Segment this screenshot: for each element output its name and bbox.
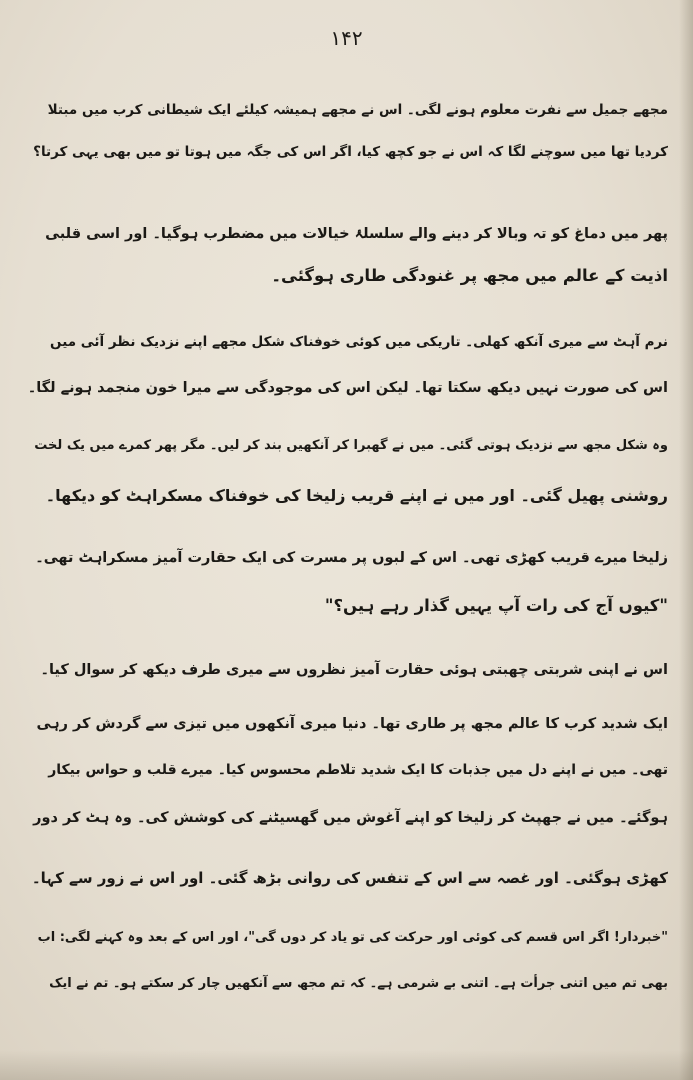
text-line-11: اس نے اپنی شربتی چھبتی ہوئی حقارت آمیز نظروں سے میری طرف دیکھ کر سوال کیا۔ xyxy=(40,662,668,678)
page-edge-shadow xyxy=(679,0,693,1080)
text-line-8: روشنی پھیل گئی۔ اور میں نے اپنے قریب زلیخا کی خوفناک مسکراہٹ کو دیکھا۔ xyxy=(45,486,668,505)
text-line-4: اذیت کے عالم میں مجھ پر غنودگی طاری ہوگئی۔ xyxy=(271,266,668,285)
text-line-12: ایک شدید کرب کا عالم مجھ پر طاری تھا۔ دنیا میری آنکھوں میں تیزی سے گردش کر رہی xyxy=(36,716,668,732)
text-line-16: "خبردار! اگر اس قسم کی کوئی اور حرکت کی تو یاد کر دوں گی"، اور اس کے بعد وہ کہنے لگی: اب xyxy=(37,930,668,945)
text-line-17: بھی تم میں اتنی جرأت ہے۔ اتنی بے شرمی ہے۔ کہ تم مجھ سے آنکھیں چار کر سکتے ہو۔ تم نے ایک xyxy=(49,976,668,991)
text-line-1: مجھے جمیل سے نفرت معلوم ہونے لگی۔ اس نے مجھے ہمیشہ کیلئے ایک شیطانی کرب میں مبتلا xyxy=(47,102,668,118)
page-number: ۱۴۲ xyxy=(330,26,363,50)
text-line-13: تھی۔ میں نے اپنے دل میں جذبات کا ایک شدید تلاطم محسوس کیا۔ میرے قلب و حواس بیکار xyxy=(48,762,668,778)
text-line-15: کھڑی ہوگئی۔ اور غصہ سے اس کے تنفس کی روانی بڑھ گئی۔ اور اس نے زور سے کہا۔ xyxy=(31,869,668,887)
text-line-3: پھر میں دماغ کو تہ وبالا کر دینے والے سلسلۂ خیالات میں مضطرب ہوگیا۔ اور اسی قلبی xyxy=(45,226,668,242)
text-line-6: اس کی صورت نہیں دیکھ سکتا تھا۔ لیکن اس کی موجودگی سے میرا خون منجمد ہونے لگا۔ xyxy=(27,380,668,396)
text-line-2: کردیا تھا میں سوچنے لگا کہ اس نے جو کچھ کیا، اگر اس کی جگہ میں ہوتا تو میں بھی یہی کرتا؟ xyxy=(33,144,668,160)
page-bottom-shadow xyxy=(0,1050,693,1080)
text-line-10: "کیوں آج کی رات آپ یہیں گذار رہے ہیں؟" xyxy=(324,596,668,615)
text-line-7: وہ شکل مجھ سے نزدیک ہوتی گئی۔ میں نے گھبرا کر آنکھیں بند کر لیں۔ مگر پھر کمرے میں یک لخت xyxy=(34,438,668,453)
text-line-9: زلیخا میرے قریب کھڑی تھی۔ اس کے لبوں پر مسرت کی ایک حقارت آمیز مسکراہٹ تھی۔ xyxy=(35,550,668,566)
text-line-14: ہوگئے۔ میں نے جھپٹ کر زلیخا کو اپنے آغوش میں گھسیٹنے کی کوشش کی۔ وہ ہٹ کر دور xyxy=(33,810,668,826)
text-line-5: نرم آہٹ سے میری آنکھ کھلی۔ تاریکی میں کوئی خوفناک شکل مجھے اپنے نزدیک نظر آئی میں xyxy=(50,334,668,350)
